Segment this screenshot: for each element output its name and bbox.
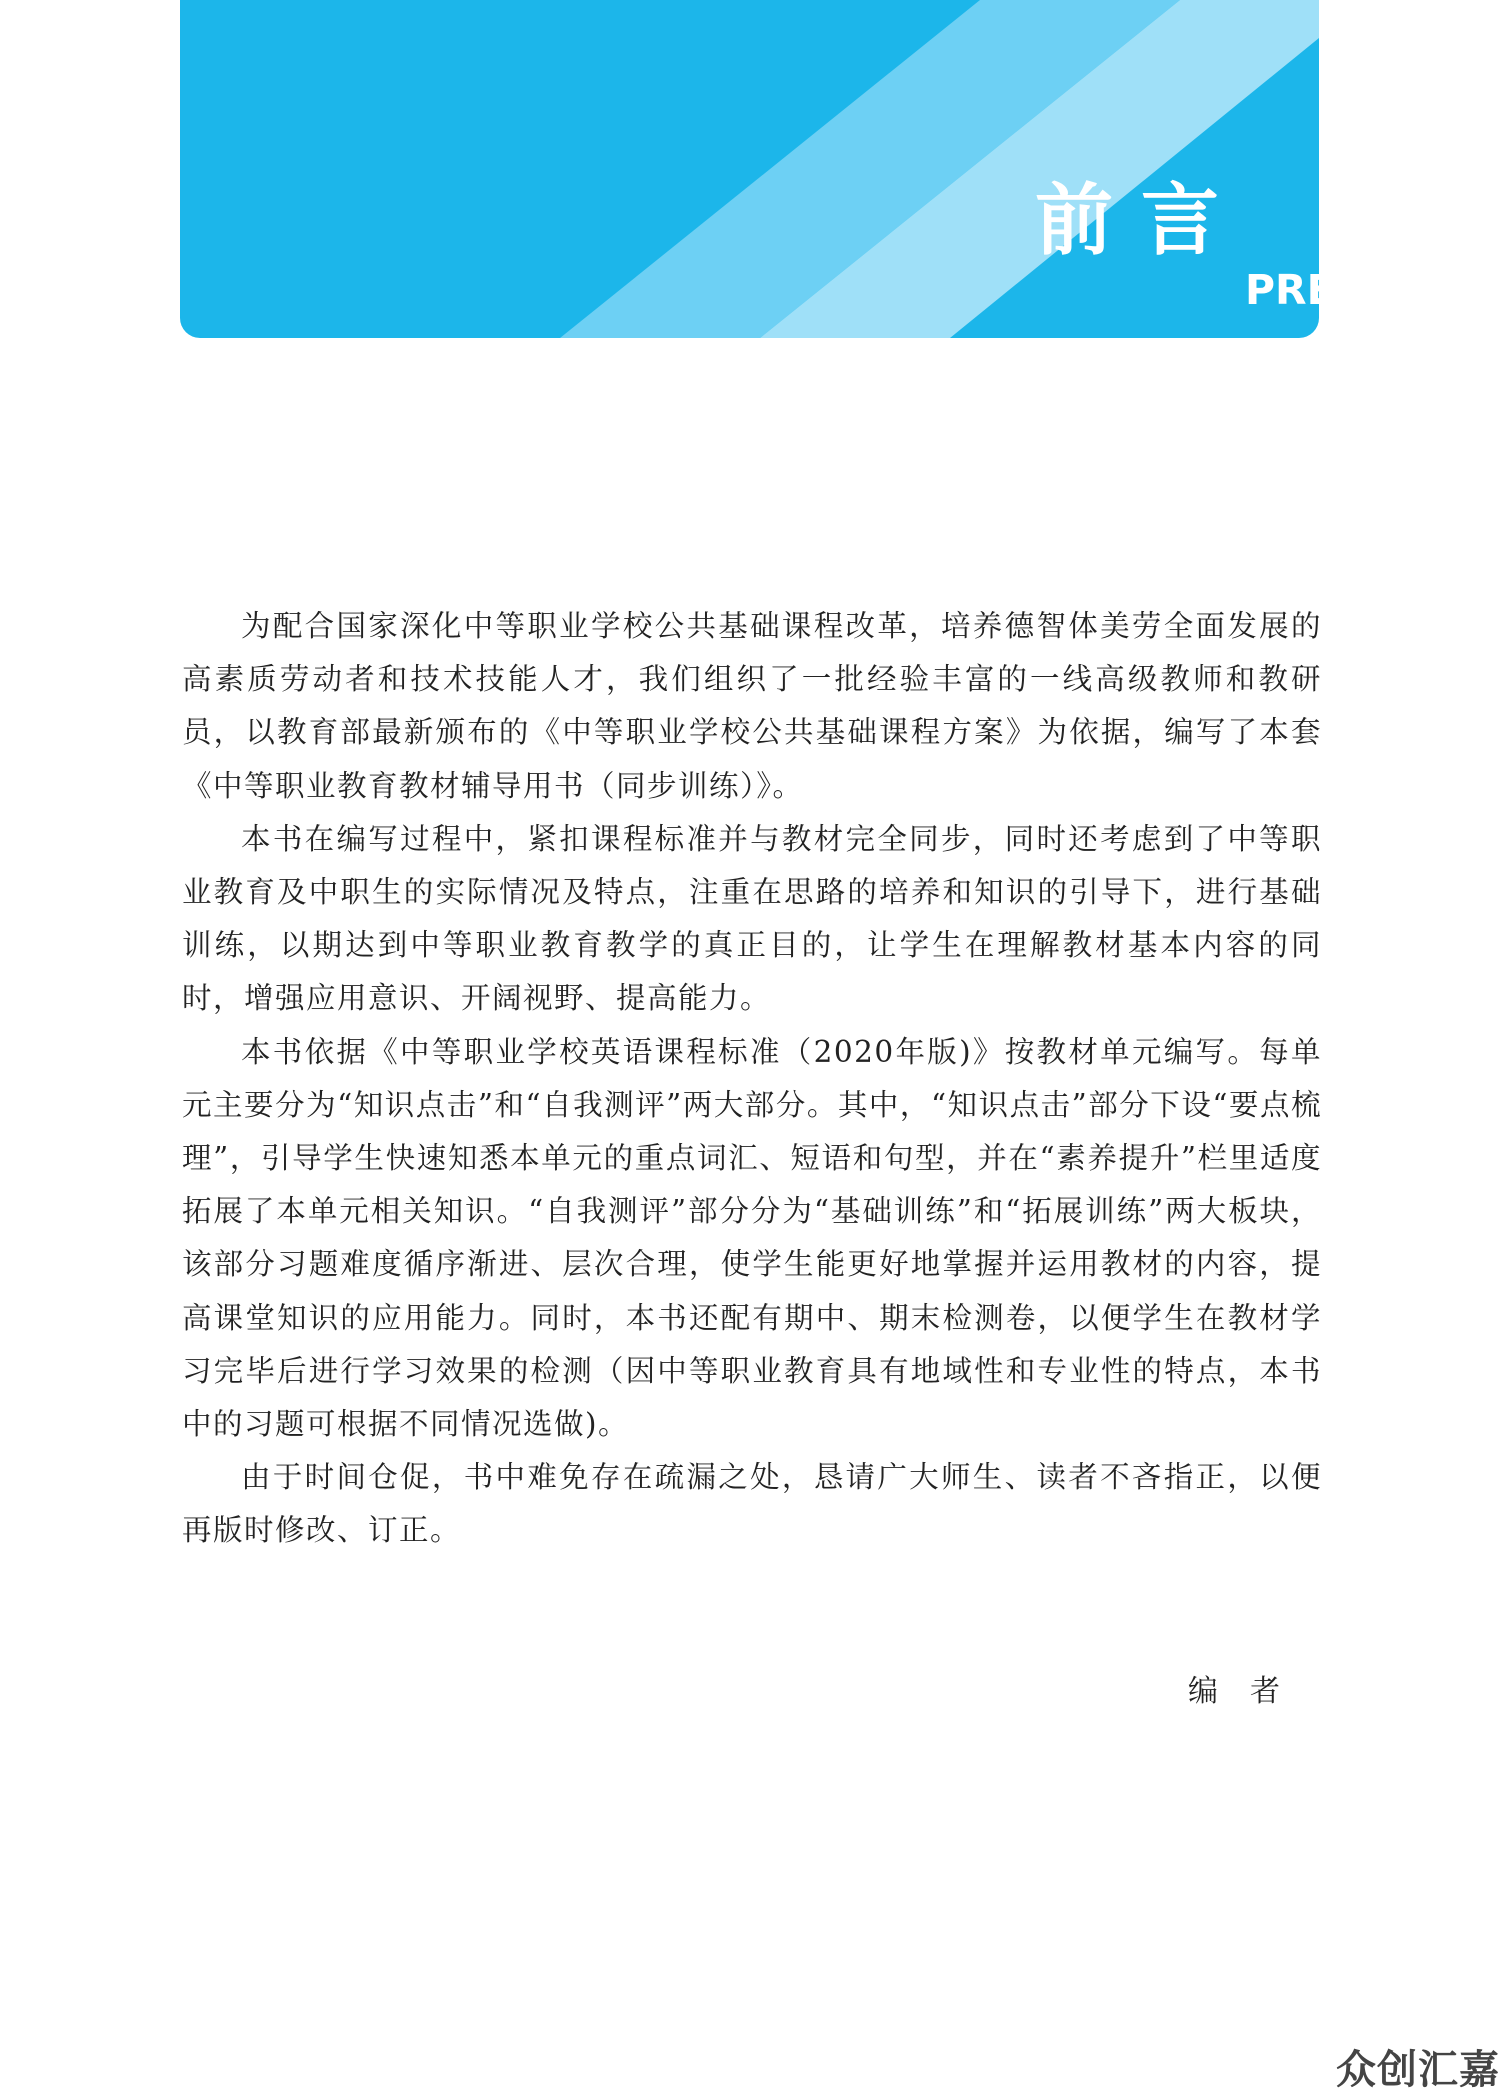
banner-stripes [180, 0, 1319, 338]
signature: 编者 [1188, 1674, 1312, 1709]
paragraph-4: 由于时间仓促，书中难免存在疏漏之处，恳请广大师生、读者不吝指正，以便再版时修改、订正。 [182, 1460, 1322, 1548]
page-title: 前言 [1035, 176, 1248, 266]
paragraph-3: 本书依据《中等职业学校英语课程标准（2020年版)》按教材单元编写。每单元主要分为“知识点击”和“自我测评”两大部分。其中，“知识点击”部分下设“要点梳理”，引导学生快速知悉本单元的重点词汇、短语和句型，并在“素养提升”栏里适度拓展了本单元相关知识。“自我测评”部分分为“基础训练”和“拓展训练”两大板块，该部分习题难度循序渐进、层次合理，使学生能更好地掌握并运用教材的内容，提高课堂知识的应用能力。同时，本书还配有期中、期末检测卷，以便学生在教材学习完毕后进行学习效果的检测（因中等职业教育具有地域性和专业性的特点，本书中的习题可根据不同情况选做)。 [182, 1034, 1322, 1442]
paragraph-1: 为配合国家深化中等职业学校公共基础课程改革，培养德智体美劳全面发展的高素质劳动者和技术技能人才，我们组织了一批经验丰富的一线高级教师和教研员，以教育部最新颁布的《中等职业学校公共基础课程方案》为依据，编写了本套《中等职业教育教材辅导用书（同步训练）》。 [182, 609, 1322, 803]
watermark-logo: 众创汇嘉 [1336, 2047, 1500, 2093]
preface-body [182, 600, 1322, 1558]
page-subtitle: PREFACE [1245, 266, 1448, 314]
paragraph-2: 本书在编写过程中，紧扣课程标准并与教材完全同步，同时还考虑到了中等职业教育及中职生的实际情况及特点，注重在思路的培养和知识的引导下，进行基础训练，以期达到中等职业教育教学的真正目的，让学生在理解教材基本内容的同时，增强应用意识、开阔视野、提高能力。 [182, 821, 1322, 1016]
header-banner [180, 0, 1448, 338]
